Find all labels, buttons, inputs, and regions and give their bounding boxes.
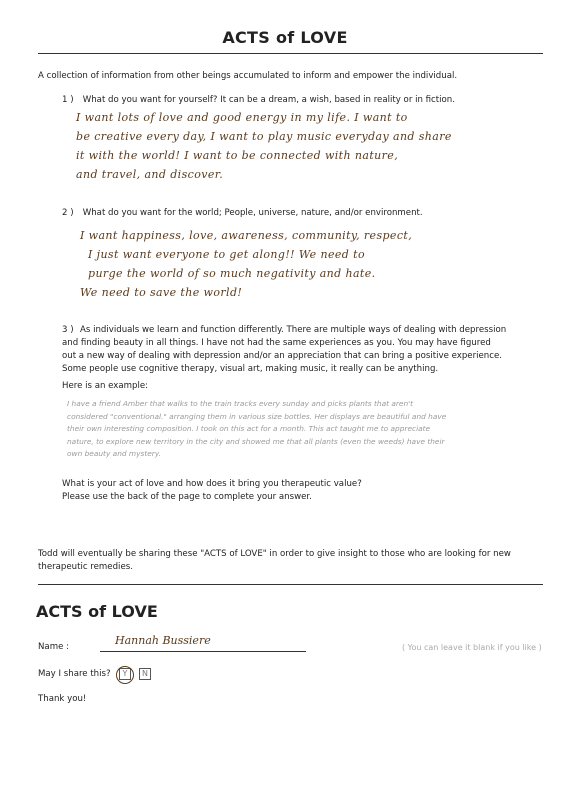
- example-line: I have a friend Amber that walks to the train tracks every sunday and picks plants that aren't: [67, 399, 414, 408]
- closing-line: Please use the back of the page to complete your answer.: [62, 492, 312, 502]
- closing-line: What is your act of love and how does it bring you therapeutic value?: [62, 479, 362, 489]
- thank-you-text: Thank you!: [38, 694, 87, 704]
- answer-2-line: We need to save the world!: [80, 286, 243, 299]
- answer-1-line: it with the world! I want to be connected with nature,: [76, 149, 399, 162]
- yes-circle-mark: [116, 666, 134, 684]
- question-1: [62, 94, 455, 107]
- answer-1-handwriting: [76, 108, 452, 184]
- form-title: ACTS of LOVE: [36, 602, 158, 621]
- question-3-line: out a new way of dealing with depression and/or an appreciation that can bring a positive experience.: [62, 351, 502, 361]
- question-1-number: 1 ): [62, 95, 74, 105]
- footnote-line: therapeutic remedies.: [38, 561, 133, 572]
- answer-2-line: purge the world of so much negativity and hate.: [88, 267, 376, 280]
- question-2-prompt: What do you want for the world; People, universe, nature, and/or environment.: [82, 208, 423, 218]
- question-3-number: 3 ): [62, 325, 74, 335]
- answer-1-line: be creative every day, I want to play music everyday and share: [76, 130, 452, 143]
- intro-text: A collection of information from other beings accumulated to inform and empower the individual.: [38, 71, 458, 81]
- footnote: [38, 548, 538, 573]
- name-field[interactable]: Hannah Bussiere: [115, 634, 211, 647]
- example-label: Here is an example:: [62, 381, 149, 391]
- top-divider: [38, 53, 543, 54]
- answer-1-line: I want lots of love and good energy in my life. I want to: [76, 111, 408, 124]
- question-3-line: Some people use cognitive therapy, visual art, making music, it really can be anything.: [62, 364, 439, 374]
- page-title: ACTS of LOVE: [222, 28, 348, 47]
- question-3-line: As individuals we learn and function differently. There are multiple ways of dealing with depression: [80, 325, 507, 335]
- question-1-prompt: What do you want for yourself? It can be a dream, a wish, based in reality or in fiction.: [82, 95, 455, 105]
- question-3-line: and finding beauty in all things. I have not had the same experiences as you. You may have figured: [62, 338, 491, 348]
- no-checkbox[interactable]: N: [139, 668, 151, 680]
- bottom-divider: [38, 584, 543, 585]
- footnote-line: Todd will eventually be sharing these "ACTS of LOVE" in order to give insight to those who are looking for new: [38, 549, 511, 559]
- closing-instructions: [62, 478, 362, 504]
- question-2: [62, 207, 423, 220]
- question-2-number: 2 ): [62, 208, 74, 218]
- example-line: considered "conventional." arranging them in various size bottles. Her displays are beautiful and have: [67, 411, 447, 421]
- example-line: nature, to explore new territory in the city and showed me that all plants (even the weeds) have their: [67, 436, 445, 446]
- example-line: own beauty and mystery.: [67, 449, 161, 458]
- share-label: May I share this?: [38, 669, 111, 679]
- answer-2-handwriting: [80, 226, 412, 302]
- example-text: [67, 398, 507, 461]
- blank-note: ( You can leave it blank if you like ): [402, 643, 542, 652]
- answer-1-line: and travel, and discover.: [76, 168, 224, 181]
- answer-2-line: I just want everyone to get along!! We need to: [88, 248, 365, 261]
- example-line: their own interesting composition. I took on this act for a month. This act taught me to appreciate: [67, 424, 431, 433]
- yes-checkbox[interactable]: Y: [119, 668, 131, 680]
- name-underline: [100, 651, 306, 652]
- answer-2-line: I want happiness, love, awareness, community, respect,: [80, 229, 413, 242]
- name-label: Name :: [38, 642, 69, 652]
